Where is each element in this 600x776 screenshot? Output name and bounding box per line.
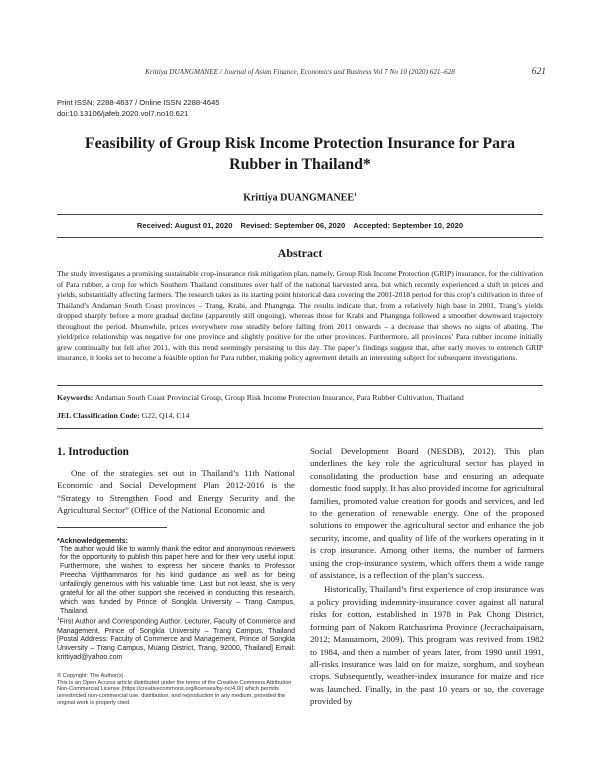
acknowledgements-heading: *Acknowledgements:	[57, 537, 128, 545]
author-footnote	[57, 616, 295, 663]
body-paragraph: Historically, Thailand’s first experience of crop insurance was a policy providing indemnity-insurance cover against all natural risks for cotton, established in 1978 in Pak Chong District, forming part of Nakorn Ratchasrima Province (Jecrachaipaisarn, 2012; Manuamorn, 2009). This program was revived from 1982 to 1984, and then a number of years later, from 1990 until 1991, all-risks insurance was laid on for maize, sorghum, and soybean crops. Subsequently, weather-index insurance for maize and rice was launched. Finally, in the past 10 years or so, the coverage provided by	[310, 584, 544, 707]
keywords-label: Keywords:	[57, 393, 94, 402]
acknowledgements-text: The author would like to warmly thank the editor and anonymous reviewers for the opportunity to publish this paper here and for their very useful input. Furthermore, she wishes to express her sincere thanks to Professor Preecha Vijitthammaros for his kind guidance as well as for being unfailingly generous with his valuable time. Last but not least, she is very grateful for all the other support she received in conducting this research, which was funded by Prince of Songkla University – Trang Campus, Thailand.	[60, 545, 295, 615]
received-date: Received: August 01, 2020	[136, 221, 233, 230]
paper-title	[60, 133, 540, 175]
title-line: Rubber in Thailand*	[229, 156, 371, 173]
copyright-line: Non-Commercial License (https://creativecommons.org/licenses/by-nc/4.0/) which permits	[57, 686, 279, 693]
body-paragraph: Social Development Board (NESDB), 2012). This plan underlines the key role the agricultural sector has played in consolidating the production base and ensuring an adequate domestic food supply. It has also provided income for agricultural families, promoted value creation for goods and services, and led to the generation of renewable energy. One of the proposed solutions to empower the agricultural sector and enhance the job security, income, and quality of life of the workers operating in it is crop insurance. Among other items, the number of farmers using the crop-insurance system, which offers them a wide range of assistance, is a reflection of the plan’s success.	[310, 446, 544, 581]
revised-date: Revised: September 06, 2020	[240, 221, 346, 230]
author-footnote-text: First Author and Corresponding Author. Lecturer, Faculty of Commerce and Management, Prince of Songkla University – Trang Campus, Thailand [Postal Address: Faculty of Commerce and Management, Prince of Songkla University – Trang Campus, Muang District, Trang, 92000, Thailand] Email: krittiyad@yahoo.com	[57, 618, 295, 662]
divider	[57, 385, 543, 386]
copyright-line: unrestricted non-commercial use, distribution, and reproduction in any medium, provided the	[57, 693, 286, 700]
left-column	[57, 446, 295, 706]
accepted-date: Accepted: September 10, 2020	[353, 221, 464, 230]
copyright-line: © Copyright: The Author(s)	[57, 672, 124, 679]
jel-codes	[57, 411, 543, 420]
author-text: Krittiya DUANGMANEE	[243, 192, 355, 204]
keywords	[57, 393, 543, 402]
divider	[57, 428, 543, 429]
title-line: Feasibility of Group Risk Income Protection Insurance for Para	[84, 135, 515, 152]
copyright-notice	[57, 673, 295, 707]
issn-line: Print ISSN: 2288-4637 / Online ISSN 2288-4645	[57, 98, 220, 107]
footnote-mark: 1	[57, 617, 60, 623]
divider	[57, 237, 543, 238]
author-name	[60, 192, 540, 203]
page-number: 621	[531, 67, 546, 77]
keywords-text: Andaman South Coast Provincial Group, Group Risk Income Protection Insurance, Para Rubber Cultivation, Thailand	[93, 393, 464, 402]
copyright-line: original work is properly cited.	[57, 699, 131, 706]
right-column	[310, 445, 544, 708]
abstract-text: The study investigates a promising sustainable crop-insurance risk mitigation plan, namely, Group Risk Income Protection (GRIP) insurance, for the cultivation of Para rubber, a crop for which Southern Thailand constitutes over half of the national harvested area, but which recently experienced a shift in prices and yields, substantially affecting farmers. The research takes as its starting point historical data covering the 2001-2018 period for this crop’s cultivation in three of Thailand’s Andaman South Coast provinces – Trang, Krabi, and Phangnga. The results indicate that, from a relatively high base in 2001, Trang’s yields dropped sharply before a more gradual decline (apparently still ongoing), whereas those for Krabi and Phangnga followed a smoother downward trajectory throughout the period. Meanwhile, prices everywhere rose steadily before falling from 2011 onwards – a decrease that shows no signs of abating. The yield/price relationship was negative for one province and slightly positive for the other provinces. Furthermore, all provinces’ Para rubber income initially grew continually but fell after 2011, with this trend seemingly persisting to this day. The paper’s findings suggest that, after early moves to entrench GRIP insurance, it looks set to become a feasible option for Para rubber, making policy agreement details an interesting subject for subsequent investigations.	[57, 269, 543, 363]
footnote-divider	[57, 527, 167, 528]
jel-label: JEL Classification Code:	[57, 411, 140, 420]
author-footnote-mark: 1	[354, 192, 357, 198]
divider	[57, 214, 543, 215]
copyright-line: This is an Open Access article distributed under the terms of the Creative Commons Attribution	[57, 679, 292, 686]
doi-line[interactable]: doi:10.13106/jafeb.2020.vol7.no10.621	[57, 108, 189, 118]
issn-block	[57, 98, 220, 119]
abstract-heading: Abstract	[277, 246, 323, 260]
jel-text: G22, Q14, C14	[139, 411, 190, 420]
running-head: Krittiya DUANGMANEE / Journal of Asian Finance, Economics and Business Vol 7 No 10 (2020) 621–628	[145, 68, 455, 76]
section-heading: 1. Introduction	[57, 446, 129, 458]
dates-line	[57, 221, 543, 230]
body-paragraph: One of the strategies set out in Thailand’s 11th National Economic and Social Development Plan 2012-2016 is the “Strategy to Strengthen Food and Energy Security and the Agricultural Sector” (Office of the National Economic and	[57, 468, 295, 516]
